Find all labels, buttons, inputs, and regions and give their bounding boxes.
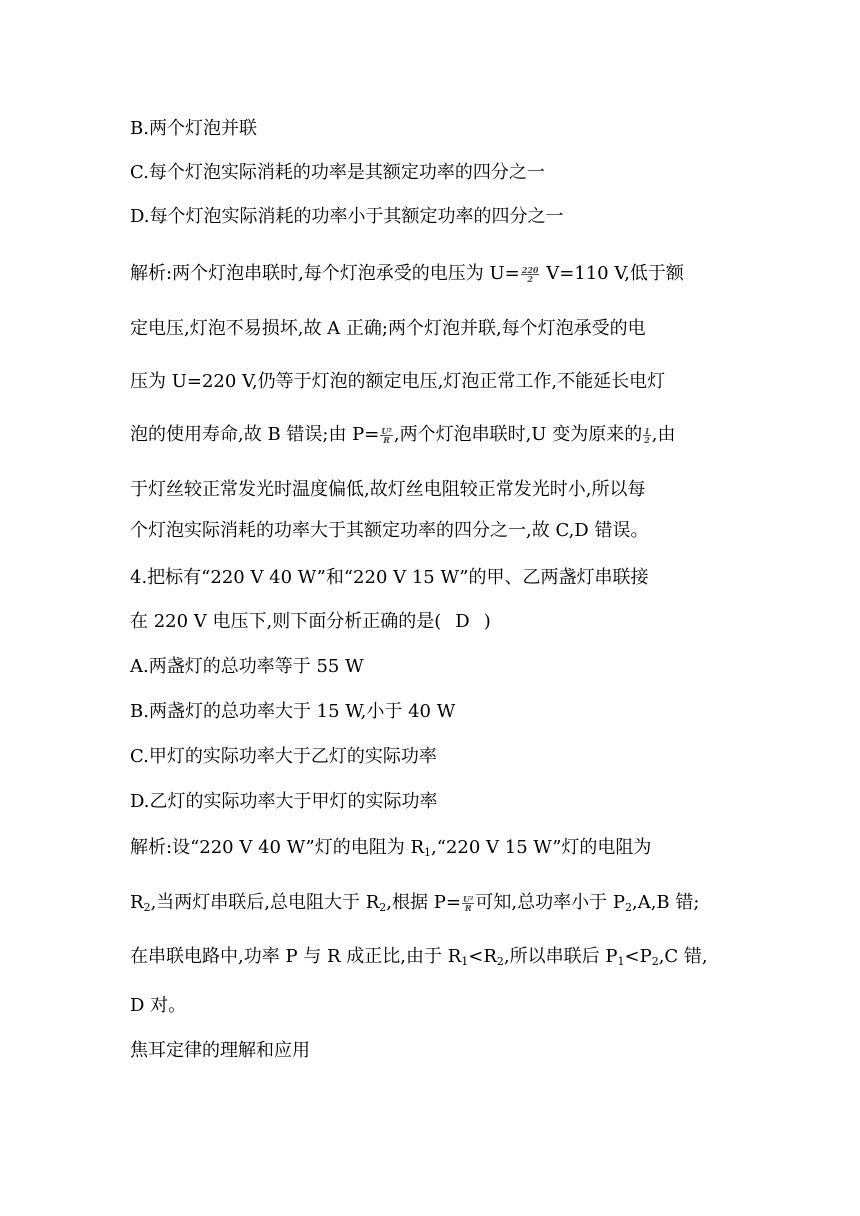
q4-option-d: D.乙灯的实际功率大于甲灯的实际功率 (130, 791, 438, 812)
option-b-prev: B.两个灯泡并联 (130, 118, 257, 139)
analysis3-line3: 压为 U=220 V,仍等于灯泡的额定电压,灯泡正常工作,不能延长电灯 (130, 371, 666, 392)
analysis4-line4: D 对。 (130, 995, 187, 1016)
option-d-prev: D.每个灯泡实际消耗的功率小于其额定功率的四分之一 (130, 206, 564, 227)
analysis3-line4: 泡的使用寿命,故 B 错误;由 P= $\frac{\text{U²}}{R}$ ,两个灯泡串联时,U 变为原来的 $\frac{1}{2}$ ,由 (130, 424, 676, 445)
fraction-1-over-2: $\frac{1}{2}$ (644, 425, 650, 445)
q4-option-a: A.两盏灯的总功率等于 55 W (130, 656, 364, 677)
q4-option-c: C.甲灯的实际功率大于乙灯的实际功率 (130, 746, 437, 767)
question4-line1: 4.把标有“220 V 40 W”和“220 V 15 W”的甲、乙两盏灯串联接 (130, 567, 649, 588)
analysis4-line1: 解析:设“220 V 40 W”灯的电阻为 $R_1,“220$ V 15 W”灯的电阻为 (130, 837, 652, 859)
option-c-prev: C.每个灯泡实际消耗的功率是其额定功率的四分之一 (130, 162, 545, 183)
question4-line2: 在 220 V 电压下,则下面分析正确的是( D ) (130, 611, 491, 632)
analysis3-line6: 个灯泡实际消耗的功率大于其额定功率的四分之一,故 C,D 错误。 (130, 520, 649, 541)
section-heading: 焦耳定律的理解和应用 (130, 1040, 310, 1061)
analysis4-line2: $R_2$,当两灯串联后,总电阻大于 $R_2$,根据 P= $\frac{\text{U²}}{R}$ 可知,总功率小于 $P_2,A,B$ 错; (130, 892, 700, 914)
answer-choice: D (455, 611, 470, 632)
fraction-u2-over-r-2: $\frac{\text{U²}}{R}$ (462, 893, 474, 913)
analysis4-line3: 在串联电路中,功率 P 与 R 成正比,由于 $R_1<R_2$,所以串联后 $P_1<P_2,C$ 错, (130, 946, 708, 968)
analysis3-line2: 定电压,灯泡不易损坏,故 A 正确;两个灯泡并联,每个灯泡承受的电 (130, 318, 646, 339)
q4-option-b: B.两盏灯的总功率大于 15 W,小于 40 W (130, 701, 456, 722)
analysis3-line5: 于灯丝较正常发光时温度偏低,故灯丝电阻较正常发光时小,所以每 (130, 479, 646, 500)
fraction-220-over-2: $\frac{220}{2}$ (521, 264, 539, 284)
analysis3-line1: 解析:两个灯泡串联时,每个灯泡承受的电压为 U= $\frac{220}{2}$ V=110 V,低于额 (130, 263, 684, 284)
fraction-u2-over-r: $\frac{\text{U²}}{R}$ (381, 425, 392, 445)
